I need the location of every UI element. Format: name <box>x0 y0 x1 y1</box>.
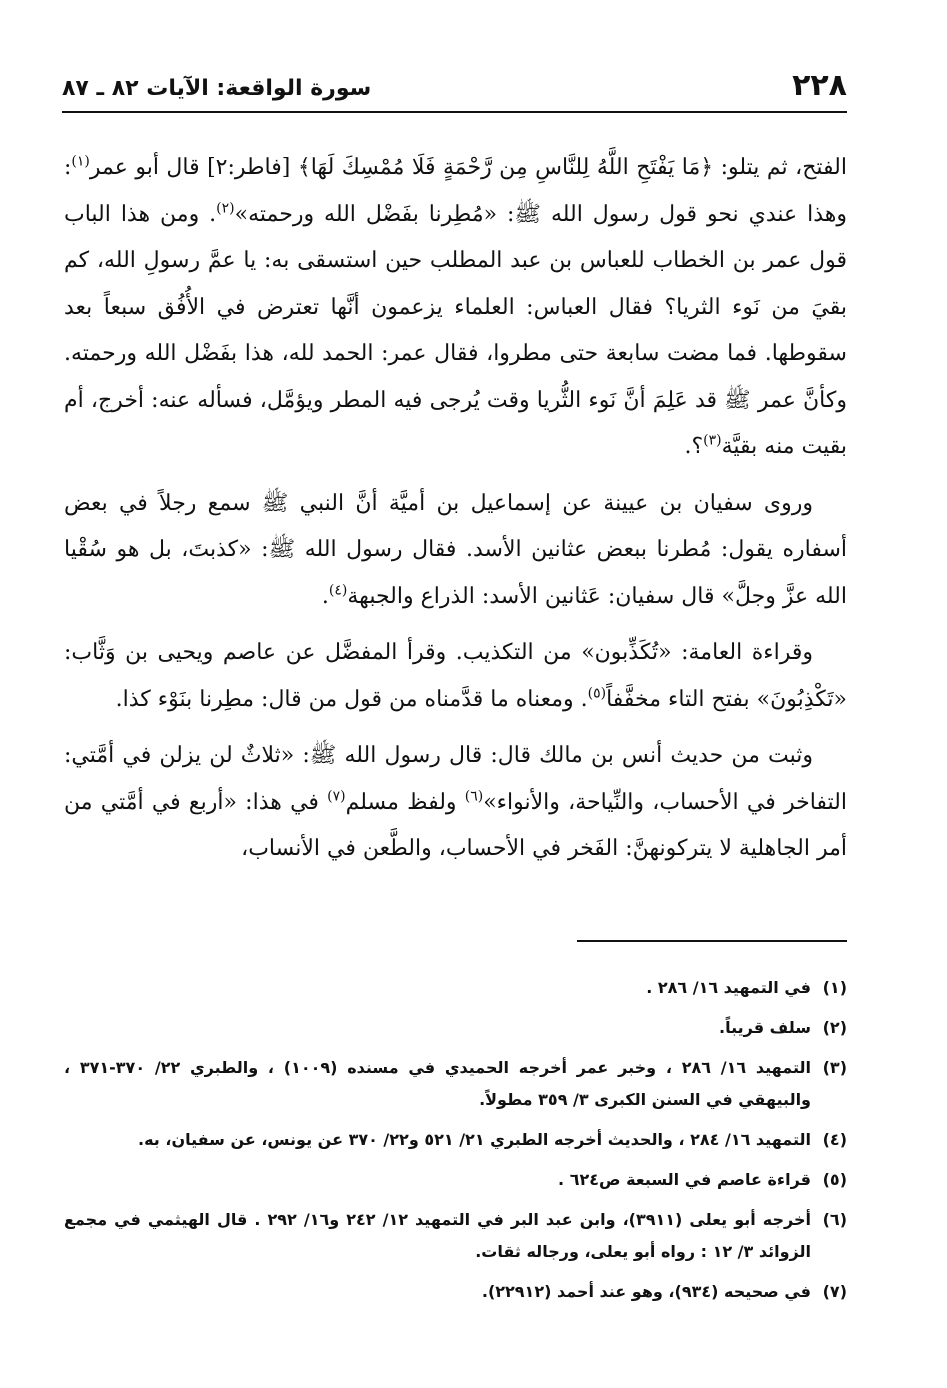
footnote-text: قراءة عاصم في السبعة ص٦٢٤ . <box>558 1170 811 1189</box>
running-title: سورة الواقعة: الآيات ٨٢ ـ ٨٧ <box>62 76 372 101</box>
footnote-ref-1: (١) <box>71 153 90 170</box>
paragraph-4 <box>64 733 847 873</box>
footnote-5 <box>64 1164 847 1196</box>
footnote-ref-4: (٤) <box>328 582 348 599</box>
footnote-4 <box>64 1124 847 1156</box>
header-rule <box>62 111 847 113</box>
footnote-ref-3: (٣) <box>703 432 722 449</box>
text-run: ؟. <box>684 434 704 459</box>
footnote-ref-7: (٧) <box>327 788 346 805</box>
footnote-3 <box>64 1052 847 1116</box>
text-run: . ومن هذا الباب قول عمر بن الخطاب للعباس بن عبد المطلب حين استسقى به: يا عمَّ رسولِ الله، كم بقيَ من نَوء الثريا؟ فقال العباس: العلماء يزعمون أنَّها تعترض في الأُفُق سبعاً بعد سقوطها. فما مضت سابعة حتى مطروا، فقال عمر: الحمد لله، هذا بفَضْل الله ورحمته. وكأنَّ عمر ﷺ قد عَلِمَ أنَّ نَوء الثُّريا وقت يُرجى فيه المطر ويؤمَّل، فسأله عنه: أخرج، أم بقيت منه بقيَّة <box>64 201 847 459</box>
footnote-text: التمهيد ١٦/ ٢٨٦ ، وخبر عمر أخرجه الحميدي في مسنده (١٠٠٩) ، والطبري ٢٢/ ٣٧٠-٣٧١ ، والبيهقي في السنن الكبرى ٣/ ٣٥٩ مطولاً. <box>64 1058 811 1109</box>
footnote-separator <box>577 940 847 942</box>
text-run: الفتح، ثم يتلو: ﴿مَا يَفْتَحِ اللَّهُ لِلنَّاسِ مِن رَّحْمَةٍ فَلَا مُمْسِكَ لَهَا﴾ [فاطر:٢] قال أبو عمر <box>89 155 847 180</box>
footnote-number: (٢) <box>822 1018 847 1037</box>
footnote-text: أخرجه أبو يعلى (٣٩١١)، وابن عبد البر في التمهيد ١٢/ ٢٤٢ و١٦/ ٢٩٢ . قال الهيثمي في مجمع الزوائد ٣/ ١٢ : رواه أبو يعلى، ورجاله ثقات. <box>64 1210 811 1261</box>
text-run: وثبت من حديث أنس بن مالك قال: قال رسول الله ﷺ: «ثلاثٌ لن يزلن في أمَّتي: التفاخر في الأحساب، والنِّياحة، والأنواء» <box>64 743 847 815</box>
text-run: : وهذا عندي نحو قول رسول الله ﷺ: «مُطِرنا بفَضْل الله ورحمته» <box>64 155 847 227</box>
footnote-text: في التمهيد ١٦/ ٢٨٦ . <box>646 978 811 997</box>
footnote-ref-2: (٢) <box>216 200 235 217</box>
footnote-text: التمهيد ١٦/ ٢٨٤ ، والحديث أخرجه الطبري ٢١/ ٥٢١ و٢٢/ ٣٧٠ عن يونس، عن سفيان، به. <box>138 1130 811 1149</box>
footnote-number: (٤) <box>822 1130 847 1149</box>
footnote-number: (٦) <box>822 1210 847 1229</box>
footnote-text: في صحيحه (٩٣٤)، وهو عند أحمد (٢٢٩١٢). <box>481 1282 811 1301</box>
footnote-text: سلف قريباً. <box>719 1018 811 1037</box>
main-text <box>64 145 847 883</box>
footnote-ref-6: (٦) <box>464 788 484 805</box>
text-run: وقراءة العامة: «تُكَذِّبون» من التكذيب. وقرأ المفضَّل عن عاصم ويحيى بن وَثَّاب: «تَكْذِبُونَ» بفتح التاء مخفَّفاً <box>64 640 847 712</box>
footnote-number: (١) <box>822 978 847 997</box>
footnote-number: (٥) <box>822 1170 847 1189</box>
text-run: . ومعناه ما قدَّمناه من قول من قال: مطِرنا بنَوْء كذا. <box>115 686 588 712</box>
paragraph-1 <box>64 145 847 471</box>
footnote-6 <box>64 1204 847 1268</box>
page-number: ٢٢٨ <box>792 68 847 103</box>
text-run: ولفظ مسلم <box>345 789 465 815</box>
paragraph-3 <box>64 630 847 723</box>
paragraph-2 <box>64 481 847 621</box>
footnote-1 <box>64 972 847 1004</box>
footnote-7 <box>64 1276 847 1308</box>
footnote-ref-5: (٥) <box>587 685 607 702</box>
text-run: . <box>321 583 329 609</box>
footnote-number: (٧) <box>822 1282 847 1301</box>
footnotes <box>64 972 847 1316</box>
footnote-number: (٣) <box>822 1058 847 1077</box>
text-run: في هذا: «أربع في أمَّتي من أمر الجاهلية لا يتركونهنَّ: الفَخر في الأحساب، والطَّعن في الأنساب، <box>64 789 847 861</box>
page-header <box>62 64 847 104</box>
footnote-2 <box>64 1012 847 1044</box>
text-run: وروى سفيان بن عيينة عن إسماعيل بن أميَّة أنَّ النبي ﷺ سمع رجلاً في بعض أسفاره يقول: مُطرنا ببعض عثانين الأسد. فقال رسول الله ﷺ: «كذبتَ، بل هو سُقْيا الله عزَّ وجلَّ» قال سفيان: عَثانين الأسد: الذراع والجبهة <box>64 490 847 609</box>
